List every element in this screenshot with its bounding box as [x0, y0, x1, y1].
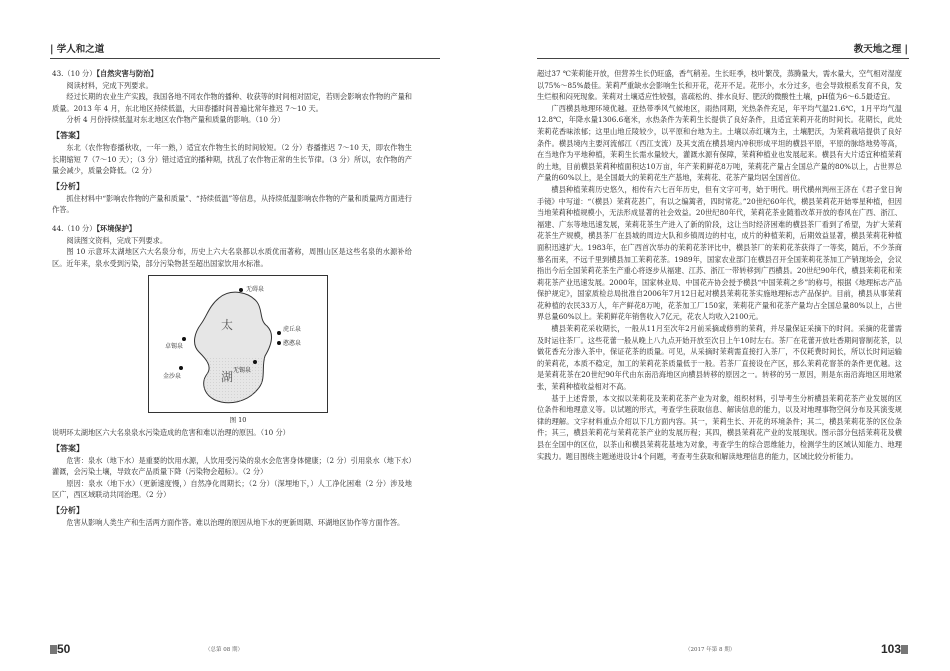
q44-number: 44.（10 分） [52, 223, 97, 233]
q43-task: 分析 4 月份持续低温对东北地区农作物产量和质量的影响。（10 分） [66, 115, 285, 125]
q44-answer-harm: 危害：泉水（地下水）是重要的饮用水源，人饮用受污染的泉水会危害身体健康；（2 分）引用泉水（地下水）灌溉，会污染土壤，导致农产品质量下降（污染物会超标）。（2 分） [52, 455, 412, 477]
left-page-number-text: 50 [57, 642, 71, 656]
right-header-rule [537, 58, 909, 59]
q43-answer: 东北（农作物春播秋收，一年一熟，）适宜农作物生长的时间较短。（2 分）春播推迟 7～10 天，即农作物生长期缩短 7（7～10 天）；（3 分）错过适宜的播种期，扰乱了农作物正常的生长节律。（3 分）所以，农作物的产量会减少，质量会降低。（2 分） [52, 142, 412, 176]
q43-analysis: 抓住材料中“影响农作物的产量和质量”、“持续低温”等信息，从持续低温影响农作物的产量和质量两方面进行作答。 [52, 193, 412, 215]
q44-analysis: 危害从影响人类生产和生活两方面作答。难以治理的原因从地下水的更新周期、环湖地区协作等方面作答。 [66, 517, 405, 527]
lake-char-bottom: 湖 [221, 370, 234, 385]
q44-analysis-tag: 【分析】 [52, 505, 84, 515]
spring-dot-zhuoxi [182, 337, 186, 341]
taihu-figure [148, 275, 328, 427]
right-para-5: 基于上述背景，本文拟以茉莉花及茉莉花茶产业为对象，组织材料，引导考生分析横县茉莉花茶产业发展的区位条件和地理意义等。以试题的形式，考查学生获取信息、解读信息的能力，以及对地理事物空间分布及其演变规律的理解。文字材料重点介绍以下几方面内容。其一，茉莉生长、开花的环境条件；其二，横县茉莉花茶的区位条件；其三，横县茉莉花与茉莉花茶产业的发展历程；其四，横县茉莉花产业的发展现状。图示部分包括茉莉花及横县在全国中的区位，以茶山和横县茉莉花基地为对象，考查学生的综合思维能力，检测学生的区域认知能力、地理实践力。题目围绕主题递进设计4个问题，考查考生获取和解读地理信息的能力，区域比较分析能力。 [537, 393, 902, 461]
q44-title: 【环境保护】 [96, 223, 136, 233]
q44-material: 图 10 示意环太湖地区六大名泉分布，历史上六大名泉都以水质优而著称，周围山区是这些名泉的水源补给区。近年来，泉水受到污染，部分污染物甚至超出国家饮用水标准。 [52, 247, 412, 268]
right-para-1: 超过37 ℃茉莉能开放，但营养生长仍旺盛，香气稍差。生长旺季，枝叶繁茂，蒸腾量大，需水量大，空气相对湿度以75%～85%最佳。茉莉严重缺水会影响生长和开花，花开不足。花形小，水分过多，也会导致根系发育不良，发生烂根和闷死现象。茉莉对土壤适应性较强，喜疏松的、排水良好、肥沃的微酸性土壤，pH值为6～6.5最适宜。 [537, 69, 902, 102]
right-para-4: 横县茉莉花采收期长，一般从11月至次年2月前采摘或修剪的茉莉，并尽量保证采摘下的时间。采摘的花蕾需及时运往茶厂。这些花蕾一般从晚上八九点开始开放至次日上午10时左右。茶厂在花蕾开放吐香期间窨制花茶，以做花香充分渗入茶中，保证花茶的质量。可见，从采摘时茉莉需直接打入茶厂，不仅耗费时间长，所以长时间运输的茉莉花，本质不稳定，加工的茉莉花茶质量低于一般。若茶厂直接设在产区，那么茉莉花窨茶的条件更优越。这是茉莉花茶在20世纪90年代由东南沿海地区向横县转移的原因之一。转移的另一原因，则是东南沿海地区用地紧张，茉莉种植收益相对不高。 [537, 324, 902, 392]
page-mark-icon [50, 645, 57, 654]
spring-label-wuxi: 无锡泉 [233, 367, 252, 375]
q44-intro: 阅读图文资料，完成下列要求。 [66, 235, 168, 245]
spring-label-zhuoxi: 卓锡泉 [165, 343, 184, 351]
q44-answer-reason: 原因：泉水（地下水）（更新速度慢，）自然净化周期长；（2 分）（深埋地下，）人工净化困难（2 分）涉及地区广，西区域联动共同治理。（2 分） [52, 478, 412, 500]
lake-char-top: 太 [221, 318, 234, 333]
spring-dot-wuai [239, 288, 243, 292]
left-column [52, 68, 412, 528]
right-column [537, 68, 902, 462]
left-header-rule [50, 58, 440, 59]
spring-dot-hanhan [277, 341, 281, 345]
taihu-map [148, 275, 328, 413]
q43-title: 【自然灾害与防治】 [96, 69, 158, 78]
right-page [475, 0, 950, 671]
right-page-number-text: 103 [880, 642, 901, 656]
q44-heading [52, 223, 412, 235]
page-mark-icon [901, 645, 908, 654]
q43-analysis-tag: 【分析】 [52, 181, 84, 191]
spring-dot-jinsha [179, 366, 183, 370]
right-header: 教天地之理 | [853, 44, 908, 55]
right-footer-note: （2017 年第 8 期） [685, 647, 736, 653]
q43-material: 经过长期的农业生产实践，我国各地不同农作物的播种、收获等的时间相对固定，若则会影响农作物的产量和质量。2013 年 4 月，东北地区持续低温，大田春播时间普遍比常年推迟 7～10 天。 [52, 92, 412, 113]
right-para-3: 横县种植茉莉历史悠久，相传有六七百年历史，但有文字可考，始于明代。明代横州判州王济在《君子堂日询手镜》中写道：“（横县）茉莉花甚广，有以之编篱者，四时常花。”20世纪60年代，横县茉莉花开始零星种植，但因当地茉莉种植规模小，无法形成显著的社会效益。20世纪80年代，茉莉花茶业随着改革开放的春风在广西、浙江、福建、广东等地迅速发展，茉莉花茶生产进入了新的阶段，这让当时经济困难的横县茶厂看到了希望，为扩大茉莉花茶生产规模，横县茶厂在县城的周边大队和乡镇周边的村屯，成片的种植茉莉，后期效益显著，横县茉莉花种植面积迅速扩大。1983年，在广西首次举办的茉莉花茶评比中，横县茶厂的茉莉花茶获得了一等奖，随后，不少茶商慕名而来，不远千里到横县加工茉莉花茶。1989年，国家农业部门在横县召开全国茉莉花茶加工产销现场会，会议指出今后全国茉莉花茶生产重心将逐步从福建、江苏、浙江一带转移到广西横县。20世纪90年代，横县茉莉花和茉莉花茶产业迅速发展。2000年，国家林业局、中国花卉协会授予横县“中国茉莉之乡”的称号，根据《地理标志产品保护规定》，国家质检总局批准自2006年7月12日起对横县茉莉花茶实施地理标志产品保护。目前，横县从事茉莉花种植的农民33万人，年产鲜花8万吨，花茶加工厂150家，茉莉花产量和花茶产量均占全国总量80%以上，占世界总量60%以上。茉莉鲜花年销售收入7亿元，花农人均收入2100元。 [537, 184, 902, 322]
left-header-title: 学人和之道 [56, 44, 105, 55]
spring-label-wuai: 无碍泉 [246, 286, 265, 294]
q43-intro: 阅读材料，完成下列要求。 [66, 80, 153, 90]
q43-number: 43.（10 分） [52, 69, 97, 78]
left-page-number [50, 642, 70, 656]
spring-label-jinsha: 金沙泉 [163, 373, 182, 381]
q44-answer-tag: 【答案】 [52, 443, 84, 453]
figure-caption: 图 10 [229, 416, 247, 425]
spring-label-huqiu: 虎丘泉 [283, 326, 302, 334]
spring-dot-huqiu [277, 331, 281, 335]
spring-label-hanhan: 憨憨泉 [283, 340, 302, 348]
q43-heading [52, 68, 412, 80]
left-header: | 学人和之道 [50, 44, 105, 55]
spring-dot-wuxi [253, 360, 257, 364]
q43-answer-tag: 【答案】 [52, 130, 84, 140]
right-page-number [881, 642, 908, 656]
right-header-title: 教天地之理 [853, 44, 902, 55]
left-footer-note: （总第 08 期） [205, 647, 243, 653]
right-para-2: 广西横县地理环境优越。亚热带季风气候地区，雨热同期，光热条件充足，年平均气温21.6℃，1月平均气温12.8℃，年降水量1306.6毫米，水热条件为茉莉生长提供了良好条件，且适宜茉莉开花的时间长。花期长，此处茉莉花香味浓郁；这里山地丘陵较少，以平原和台地为主。土壤以赤红壤为主，土壤肥沃，为茉莉栽培提供了良好条件。横县境内主要河流郁江（西江支流）及其支流在横县境内冲积形成平坦的横县平原，平原的脉络地势等高，在当地作为平地种植，茉莉生长需水量较大，灌溉水源有保障，茉莉种植业也发展起来。横县有大片适宜种植茉莉的土地，目前横县茉莉种植面积达10万亩，年产茉莉鲜花8万吨，茉莉花产量占全国总产量的80%以上，占世界总产量的60%以上，是全国最大的茉莉花生产基地，茉莉花、花茶产量均居全国首位。 [537, 103, 902, 183]
q44-task: 说明环太湖地区六大名泉泉水污染造成的危害和难以治理的原因。（10 分） [52, 427, 290, 437]
